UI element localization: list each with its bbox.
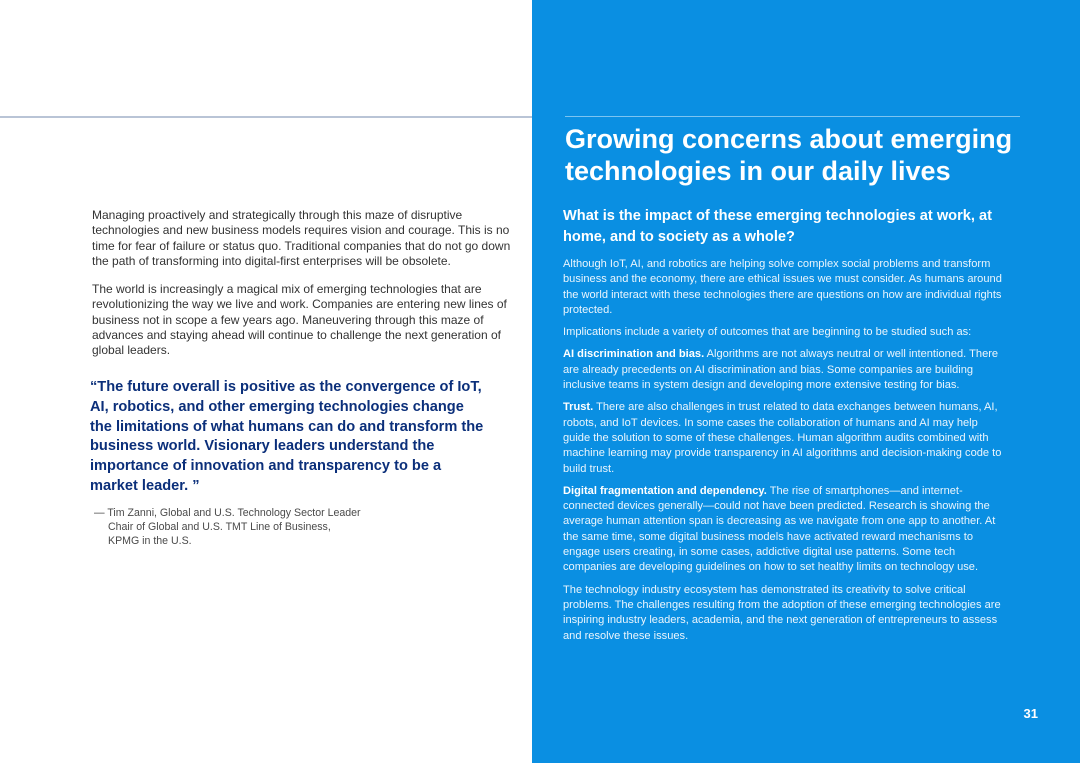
right-divider <box>565 116 1020 117</box>
page-number: 31 <box>1023 706 1038 721</box>
side-legal-text <box>4 130 12 750</box>
body-paragraph-2: Implications include a variety of outcomes that are beginning to be studied such as: <box>563 326 972 339</box>
top-divider <box>0 116 532 118</box>
item-trust-title: Trust. <box>563 401 594 414</box>
attribution-line-2: Chair of Global and U.S. TMT Line of Business, <box>108 521 331 534</box>
page-title: Growing concerns about emerging technologies in our daily lives <box>565 124 1013 186</box>
section-subheading: What is the impact of these emerging technologies at work, at home, and to society as a whole? <box>563 208 992 245</box>
body-text <box>563 257 1008 651</box>
item-digital-fragmentation-title: Digital fragmentation and dependency. <box>563 484 767 497</box>
item-ai-bias-text: Algorithms are not always neutral or well intentioned. There are already precedents on AI discrimination and bias. Some companies are building inclusive teams in system design and developing more extensive testing for bias. <box>563 348 999 392</box>
right-page <box>532 0 1080 763</box>
attribution-line-1: — Tim Zanni, Global and U.S. Technology Sector Leader <box>94 507 361 519</box>
quote-attribution <box>94 506 494 549</box>
intro-text <box>92 208 512 372</box>
body-paragraph-1: Although IoT, AI, and robotics are helping solve complex social problems and transform business and the economy, there are ethical issues we must consider. As humans around the world interact with these technologies there are questions on how are individual rights protected. <box>563 258 1002 316</box>
item-digital-fragmentation <box>563 484 1008 576</box>
item-trust <box>563 400 1008 476</box>
item-digital-fragmentation-text: The rise of smartphones—and internet-connected devices generally—could not have been predicted. Research is showing the average human attention span is decreasing as we navigate from one app to another. At the same time, some digital business models have activated reward mechanisms to engage users creating, in some cases, addictive digital use patterns. Some tech companies are developing guidelines on how to set healthy limits on technology use. <box>563 484 996 574</box>
item-ai-bias-title: AI discrimination and bias. <box>563 348 705 361</box>
body-paragraph-final: The technology industry ecosystem has demonstrated its creativity to solve critical problems. The challenges resulting from the adoption of these emerging technologies are inspiring industry leaders, academia, and the next generation of entrepreneurs to assess and resolve these issues. <box>563 583 1001 642</box>
pull-quote: “The future overall is positive as the convergence of IoT, AI, robotics, and other emerging technologies change the limitations of what humans can do and transform the business world. Visionary leaders understand the importance of innovation and transparency to be a market leader. ” <box>90 379 484 494</box>
intro-paragraph-2: The world is increasingly a magical mix of emerging technologies that are revolutionizing the way we live and work. Companies are entering new lines of business not in scope a few years ago. Maneuvering through this maze of advances and staying ahead will continue to challenge the next generation of global leaders. <box>92 282 507 358</box>
left-page <box>0 0 532 763</box>
item-ai-bias <box>563 347 1008 393</box>
item-trust-text: There are also challenges in trust related to data exchanges between humans, AI, robots, and IoT devices. In some cases the collaboration of humans and AI may help guide the solution to some of these challenges. Human algorithm audits combined with machine learning may provide transparency in AI algorithms and decision-making code to build trust. <box>563 401 1002 475</box>
attribution-line-3: KPMG in the U.S. <box>108 535 192 548</box>
intro-paragraph-1: Managing proactively and strategically through this maze of disruptive technologies and new business models requires vision and courage. This is no time for fear of failure or status quo. Traditional companies that do not go down the path of transforming into digital-first enterprises will be obsolete. <box>92 208 511 268</box>
